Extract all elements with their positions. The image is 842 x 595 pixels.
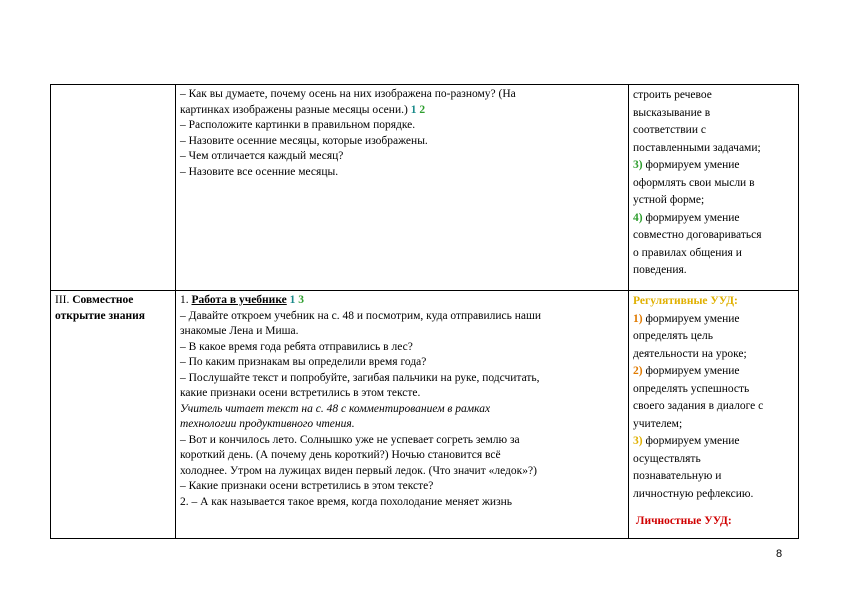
item-number: 1) xyxy=(633,312,643,325)
uud-line: личностную рефлексию. xyxy=(633,487,754,500)
uud-cell xyxy=(629,291,799,539)
content-line: – Как вы думаете, почему осень на них изображена по-разному? (На xyxy=(180,88,516,100)
stage-cell xyxy=(51,85,176,291)
content-line: – По каким признакам вы определили время года? xyxy=(180,356,427,368)
content-line: 2. – А как называется такое время, когда похолодание меняет жизнь xyxy=(180,495,513,508)
content-line: – В какое время года ребята отправились в лес? xyxy=(180,340,413,353)
uud-line: соответствии с xyxy=(633,124,706,136)
content-line: – Давайте откроем учебник на с. 48 и посмотрим, куда отправились наши xyxy=(180,309,542,322)
uud-line: устной форме; xyxy=(633,194,705,206)
uud-cell xyxy=(629,85,799,291)
content-line: – Назовите все осенние месяцы. xyxy=(180,165,339,178)
uud-line: 1) формируем умение xyxy=(633,312,740,325)
content-cell xyxy=(176,291,629,539)
content-line: – Вот и кончилось лето. Солнышко уже не успевает согреть землю за xyxy=(180,433,520,446)
slide-number: 1 xyxy=(410,103,417,116)
content-line: – Какие признаки осени встретились в этом тексте? xyxy=(180,480,434,492)
slide-number: 3 xyxy=(298,294,305,306)
content-line: знакомые Лена и Миша. xyxy=(180,325,299,337)
uud-line: 4) формируем умение xyxy=(633,211,740,224)
uud-line: познавательную и xyxy=(633,470,722,482)
uud-line: оформлять свои мысли в xyxy=(633,176,755,189)
uud-line: своего задания в диалоге с xyxy=(633,400,764,412)
content-line: какие признаки осени встретились в этом тексте. xyxy=(180,387,421,399)
uud-line: о правилах общения и xyxy=(633,246,742,259)
uud-line: поставленными задачами; xyxy=(633,141,761,154)
uud-line: деятельности на уроке; xyxy=(633,347,747,360)
teacher-note: технологии продуктивного чтения. xyxy=(180,418,355,430)
content-line: короткий день. (А почему день короткий?) Ночью становится всё xyxy=(180,449,501,461)
lesson-table xyxy=(50,84,799,539)
slide-number: 2 xyxy=(419,103,426,116)
item-number: 4) xyxy=(633,211,643,224)
teacher-note: Учитель читает текст на с. 48 с комментированием в рамках xyxy=(180,402,491,415)
stage-title: III. Совместное xyxy=(55,294,134,306)
uud-line: определять успешность xyxy=(633,382,750,395)
item-number: 3) xyxy=(633,159,643,171)
item-number: 2) xyxy=(633,365,643,377)
table-row xyxy=(51,291,799,539)
uud-line: совместно договариваться xyxy=(633,229,762,241)
spacer xyxy=(633,503,794,513)
content-line: холоднее. Утром на лужицах виден первый ледок. (Что значит «ледок»?) xyxy=(180,464,537,477)
table-row xyxy=(51,85,799,291)
uud-heading: Личностные УУД: xyxy=(635,515,732,527)
content-line: – Расположите картинки в правильном порядке. xyxy=(180,119,416,131)
content-line: – Назовите осенние месяцы, которые изображены. xyxy=(180,134,428,147)
page-number: 8 xyxy=(776,548,783,560)
content-line: картинках изображены разные месяцы осени.) 1 2 xyxy=(180,103,426,116)
uud-line: 2) формируем умение xyxy=(633,365,740,377)
uud-line: 3) формируем умение xyxy=(633,435,740,447)
uud-heading: Регулятивные УУД: xyxy=(633,295,738,307)
section-heading: 1. Работа в учебнике 1 3 xyxy=(180,294,305,306)
item-number: 3) xyxy=(633,435,643,447)
slide-number: 1 xyxy=(289,294,296,306)
stage-cell xyxy=(51,291,176,539)
uud-line: определять цель xyxy=(633,330,713,342)
content-line: – Послушайте текст и попробуйте, загибая пальчики на руке, подсчитать, xyxy=(180,371,540,384)
uud-line: высказывание в xyxy=(633,106,711,119)
uud-line: строить речевое xyxy=(633,89,712,101)
stage-title: открытие знания xyxy=(55,309,145,322)
content-line: – Чем отличается каждый месяц? xyxy=(180,150,344,162)
content-cell xyxy=(176,85,629,291)
uud-line: осуществлять xyxy=(633,452,701,465)
uud-line: учителем; xyxy=(633,417,683,430)
uud-line: поведения. xyxy=(633,264,687,276)
uud-line: 3) формируем умение xyxy=(633,159,740,171)
